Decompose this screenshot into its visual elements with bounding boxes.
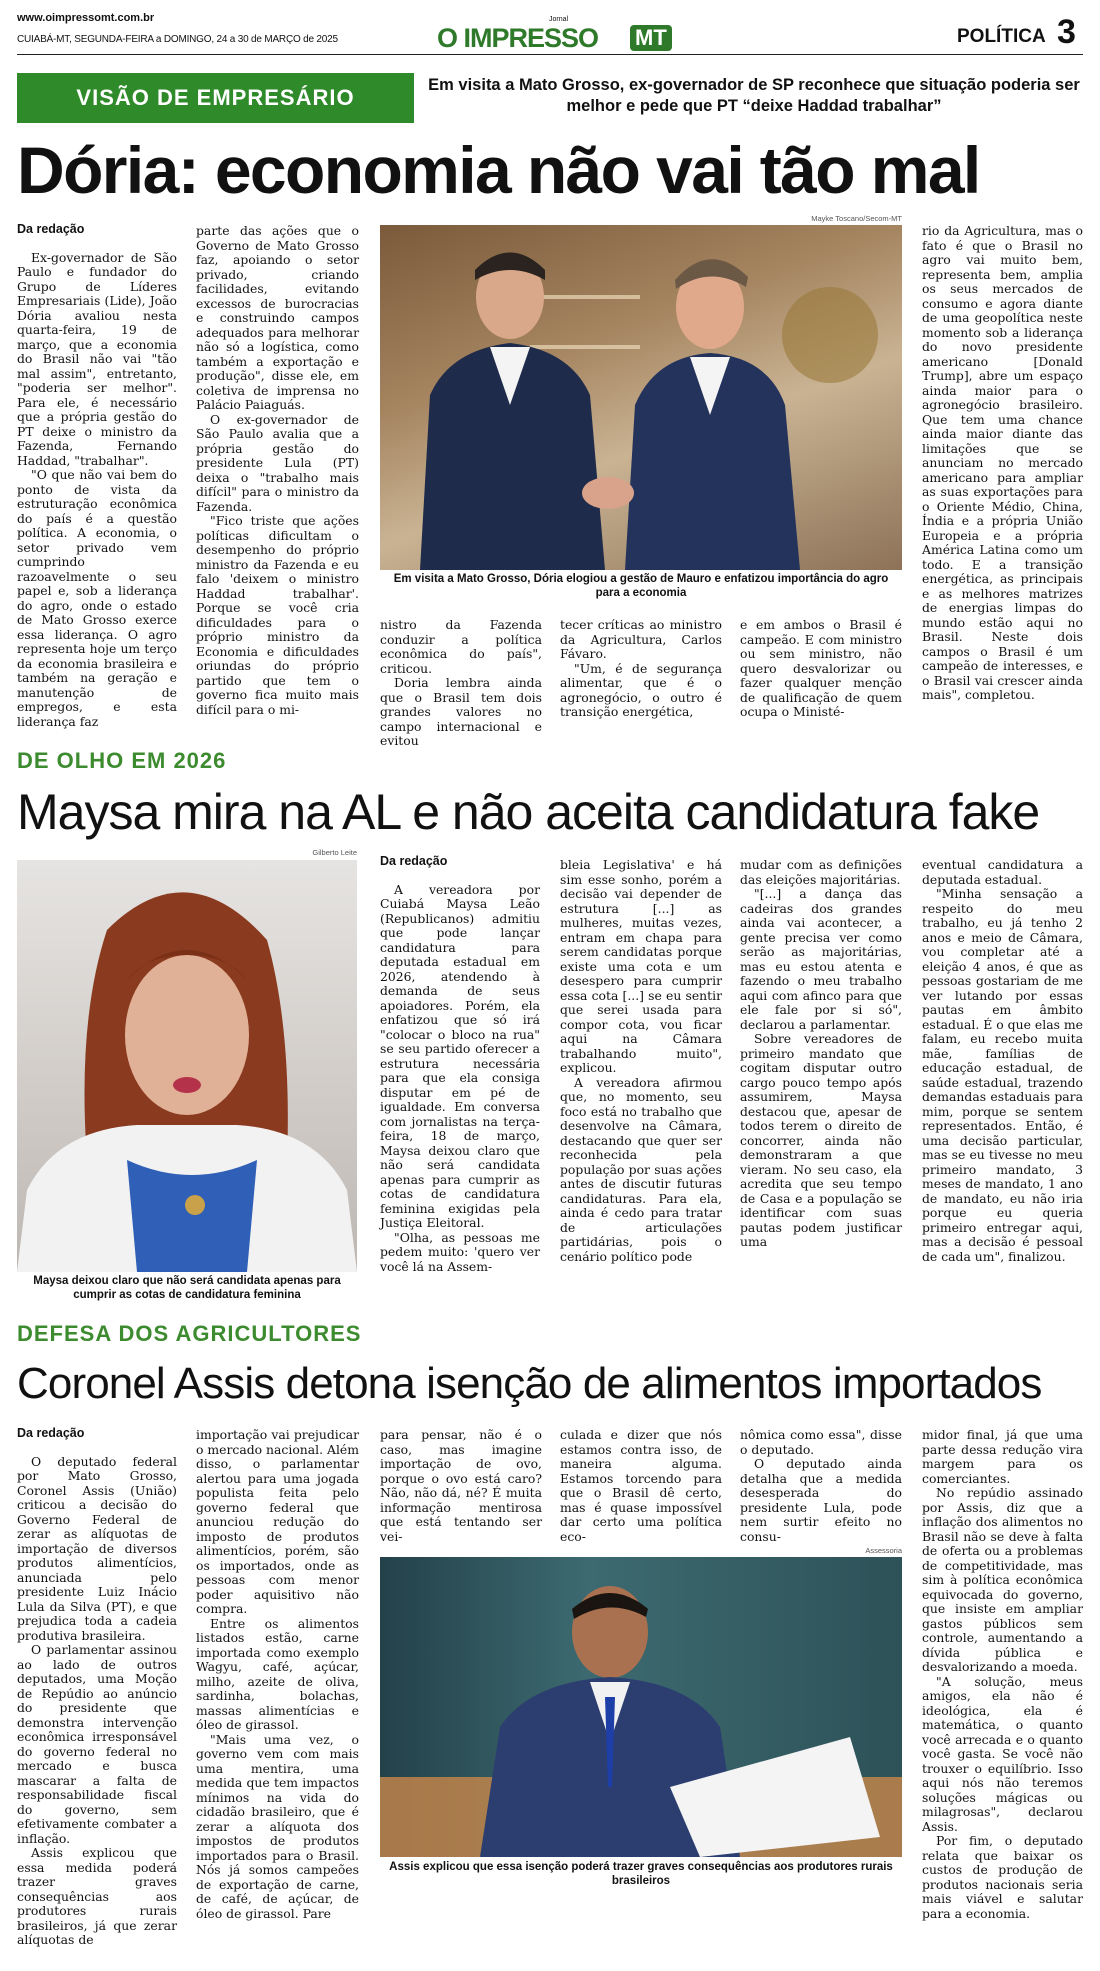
article1-byline: Da redação [17, 222, 85, 236]
article2-photo-caption: Maysa deixou claro que não será candidata apenas para cumprir as cotas de candidatura feminina [33, 1275, 341, 1301]
masthead-divider [17, 54, 1083, 55]
paragraph: parte das ações que o Governo de Mato Grosso faz, apoiando o setor privado, criando facilidades, evitando excessos de burocracias e construindo campos adequados para melhorar não só a logística, como também a exportação e produção", disse ele, em coletiva de imprensa no Palácio Paiaguás. [196, 223, 359, 412]
article1-subtitle: Em visita a Mato Grosso, ex-governador de SP reconhece que situação poderia ser melhor e pede que PT “deixe Haddad trabalhar” [428, 76, 1080, 115]
logo-badge: MT [630, 25, 672, 51]
paragraph: tecer críticas ao ministro da Agricultura, Carlos Fávaro. [560, 617, 722, 661]
session-photo-illustration [380, 1557, 902, 1857]
article1-col1 [17, 222, 177, 727]
article1-col4 [560, 618, 722, 730]
paragraph: rio da Agricultura, mas o fato é que o Brasil no agro vai muito bem, representa bem, amplia os seus mercados de consumo e agora diante de uma geopolítica neste momento sob a liderança do novo presidente americano [Donald Trump], abre um espaço ainda maior para o agronegócio brasileiro. Que tem uma chance ainda maior diante das limitações que se anunciam no mercado americano para ampliar as suas exportações para o Oriente Médio, China, Índia e a própria União Europeia e a própria América Latina como um todo. E a transição energética, as principais e as melhores matrizes de energias limpas do mundo estão aqui no Brasil. Neste dois campos o Brasil é um campeão de interesses, e o Brasil vai crescer ainda mais", completou. [922, 223, 1083, 702]
article2-col4 [922, 858, 1083, 1304]
article3-col4 [560, 1427, 722, 1544]
paragraph: para pensar, não é o caso, mas imagine importação de ovo, porque o ovo está caro? Não, não dá, né? É muita informação mentirosa que está tentando ser vei- [380, 1427, 542, 1544]
paragraph: O parlamentar assinou ao lado de outros deputados, uma Moção de Repúdio ao anúncio do presidente que demonstra intervenção econômica irresponsável do governo federal no mercado e busca mascarar a falta de responsabilidade fiscal do governo, sem efetivamente combater a inflação. [17, 1642, 177, 1846]
paragraph: "Mais uma vez, o governo vem com mais uma mentira, uma medida que tem impactos mínimos na vida do cidadão brasileiro, que é zerar a alíquota dos impostos de produtos importados para o Brasil. Nós já somos campeões de exportação de carne, de café, de açúcar, de óleo de girassol. Pare [196, 1731, 359, 1921]
article3-photo-caption: Assis explicou que essa isenção poderá trazer graves consequências aos produtores rurais brasileiros [389, 1861, 893, 1887]
paragraph: O deputado federal por Mato Grosso, Coronel Assis (União) criticou a decisão do Governo Federal de zerar as alíquotas de importação de diversos produtos alimentícios, anunciada pelo presidente Luiz Inácio Lula da Silva (PT), e que prejudica toda a cadeia produtiva brasileira. [17, 1453, 177, 1643]
section-name: POLÍTICA [957, 26, 1046, 47]
article1-photo-credit: Mayke Toscano/Secom-MT [811, 214, 902, 223]
article2-kicker: DE OLHO EM 2026 [17, 748, 227, 773]
paragraph: eventual candidatura a deputada estadual. [922, 857, 1083, 887]
paragraph: Ex-governador de São Paulo e fundador do Grupo de Líderes Empresariais (Lide), João Dória avaliou nesta quarta-feira, 19 de março, que a economia do Brasil não vai "tão mal assim", entretanto, "poderia ser melhor". Para ele, é necessário que a própria gestão do PT deixe o ministro da Fazenda, Fernando Haddad, "trabalhar". [17, 249, 177, 468]
paragraph: Por fim, o deputado relata que baixar os custos de produção de produtos nacionais seria mais viável e salutar para a economia. [922, 1833, 1083, 1921]
article1-col3 [380, 617, 542, 748]
paragraph: A vereadora por Cuiabá Maysa Leão (Republicanos) admitiu que pode lançar candidatura para deputada estadual em 2026, atendendo à demanda de seus apoiadores. Porém, ela enfatizou que só irá "colocar o bloco na rua" se seu partido oferecer a estrutura necessária para que ela consiga disputar em pé de igualdade. Em conversa com jornalistas na terça-feira, 18 de março, Maysa deixou claro que não será candidata apenas para cumprir as cotas de candidatura feminina exigidas pela Justiça Eleitoral. [380, 881, 540, 1230]
article2-col3 [740, 858, 902, 1304]
paragraph: A vereadora afirmou que, no momento, seu foco está no trabalho que desenvolve na Câmara, destacando que quer ser reconhecida pela população por suas ações antes de discutir futuras candidaturas. Para ela, ainda é cedo para tratar de articulações partidárias, pois o cenário político pode [560, 1074, 722, 1264]
article2-photo-credit: Gilberto Leite [312, 848, 357, 857]
paragraph: "Minha sensação a respeito do meu trabalho, eu já tenho 2 anos e meio de Câmara, vou completar até a eleição 4 anos, é que as pessoas gostariam de me ver lutando por essas pautas em âmbito estadual. É o que elas me falam, eu recebo muita mãe, famílias de educação estadual, de saúde estadual, trazendo demandas estaduais para mim, porque se sentem representados. Então, é uma decisão particular, mas se eu tivesse no meu primeiro mandato, 3 meses de mandato, 1 ano de mandato, eu não iria porque eu queria primeiro entregar aqui, mas a decisão é pessoal de cada um", finalizou. [922, 886, 1083, 1264]
article1-col6 [922, 224, 1083, 730]
article3-kicker: DEFESA DOS AGRICULTORES [17, 1321, 362, 1346]
article2-byline: Da redação [380, 854, 448, 868]
paragraph: "[...] a dança das cadeiras dos grandes ainda vai acontecer, a gente precisa ver como serão as majoritárias, mas eu estou atenta e fazendo o meu trabalho aqui com afinco para que ele fale por si só", declarou a parlamentar. [740, 886, 902, 1032]
paragraph: Doria lembra ainda que o Brasil tem dois grandes valores no campo internacional e evitou [380, 675, 542, 748]
paragraph: importação vai prejudicar o mercado nacional. Além disso, o parlamentar alertou para uma jogada populista feita pelo governo federal que anunciou redução do imposto de produtos alimentícios, porém, são os importados, onde as pessoas com menor poder aquisitivo não compra. [196, 1427, 359, 1616]
paragraph: O ex-governador de São Paulo avalia que a própria gestão do presidente Lula (PT) deixa o "trabalho mais difícil" para o ministro da Fazenda. [196, 411, 359, 514]
paragraph: "O que não vai bem do ponto de vista da estruturação econômica do país é a questão política. A economia, o setor privado vem cumprindo razoavelmente o seu papel e, sob a liderança do agro, onde o estado de Mato Grosso exerce essa liderança. O agro representa hoje um terço da economia brasileira e também na geração e manutenção de empregos, e esta liderança faz [17, 467, 177, 729]
article3-headline: Coronel Assis detona isenção de alimentos importados [17, 1359, 1042, 1408]
article3-col5 [740, 1427, 902, 1544]
article1-banner [17, 73, 414, 123]
article3-photo [380, 1557, 902, 1857]
paragraph: mudar com as definições das eleições majoritárias. [740, 857, 902, 887]
paragraph: "Fico triste que ações políticas dificultam o desempenho do próprio ministro da Fazenda e eu falo 'deixem o ministro Haddad trabalhar'. Porque se você cria dificuldades para o próprio ministro da Economia e dificuldades oriundas do próprio partido que tem o governo fica muito mais difícil para o mi- [196, 513, 359, 717]
paragraph: nistro da Fazenda conduzir a política econômica do país", criticou. [380, 617, 542, 676]
article3-byline: Da redação [17, 1426, 85, 1440]
paragraph: "Olha, as pessoas me pedem muito: 'quero ver você lá na Assem- [380, 1229, 540, 1274]
site-url[interactable]: www.oimpressomt.com.br [17, 12, 155, 24]
portrait-photo-illustration [17, 860, 357, 1272]
paragraph: midor final, já que uma parte dessa redução vira margem para os comerciantes. [922, 1427, 1083, 1486]
article1-photo [380, 225, 902, 570]
paragraph: culada e dizer que nós estamos contra isso, de maneira alguma. Estamos torcendo para que o Brasil dê certo, mas é quase impossível dar certo uma política eco- [560, 1427, 722, 1544]
masthead [17, 10, 1083, 52]
article3-col2 [196, 1428, 359, 1961]
article2-photo [17, 860, 357, 1272]
dateline: CUIABÁ-MT, SEGUNDA-FEIRA a DOMINGO, 24 a 30 de MARÇO de 2025 [17, 34, 338, 45]
page-number: 3 [1057, 13, 1076, 51]
article2-col1 [380, 854, 540, 1304]
paragraph: "Um, é de segurança alimentar, que é o agronegócio, o outro é transição energética, [560, 660, 722, 719]
paragraph: Entre os alimentos listados estão, carne importada como exemplo Wagyu, café, açúcar, milho, azeite de oliva, sardinha, bolachas, massas alimentícias e óleo de girassol. [196, 1615, 359, 1732]
paragraph: Sobre vereadores de primeiro mandato que cogitam disputar outro cargo pouco tempo após assumirem, Maysa destacou que, apesar de todos terem o direito de concorrer, ainda não demonstraram a que vieram. No seu caso, ela acredita que seu tempo de Casa e a população se identificar com suas pautas podem justificar uma [740, 1031, 902, 1249]
paragraph: e em ambos o Brasil é campeão. E com ministro ou sem ministro, não quero desvalorizar ou fazer qualquer menção de qualificação de quem ocupa o Ministé- [740, 617, 902, 719]
article2-headline: Maysa mira na AL e não aceita candidatura fake [17, 784, 1040, 840]
article3-photo-credit: Assessoria [865, 1546, 902, 1555]
article1-headline: Dória: economia não vai tão mal [17, 133, 980, 207]
article3-col3 [380, 1427, 542, 1544]
article2-col2 [560, 858, 722, 1304]
article1-banner-text: VISÃO DE EMPRESÁRIO [76, 85, 355, 110]
logo-main-text: O IMPRESSO [437, 23, 599, 53]
logo-small-text: Jornal [549, 16, 569, 23]
article3-col6 [922, 1428, 1083, 1961]
article1-photo-caption: Em visita a Mato Grosso, Dória elogiou a gestão de Mauro e enfatizou importância do agro para a economia [393, 573, 889, 599]
paragraph: bleia Legislativa' e há sim esse sonho, porém a decisão vai depender de estrutura [...] as mulheres, muitas vezes, entram em chapa para serem candidatas porque existe uma cota e um desespero para cumprir essa cota [...] se eu sentir que serei usada para compor cota, vou ficar aqui na Câmara trabalhando muito", explicou. [560, 857, 722, 1075]
paragraph: nômica como essa", disse o deputado. [740, 1427, 902, 1457]
handshake-photo-illustration [380, 225, 902, 570]
paragraph: "A solução, meus amigos, ela não é ideológica, ela é matemática, o quanto você arrecada e o quanto você gasta. Se você não trouxer o equilíbrio. Isso aqui nós não teremos soluções mágicas ou milagrosas", declarou Assis. [922, 1673, 1083, 1834]
newspaper-logo [437, 12, 707, 52]
paragraph: No repúdio assinado por Assis, diz que a inflação dos alimentos no Brasil não se deve à falta de oferta ou a problemas de competitividade, mas sim à política econômica equivocada do governo, que insiste em ampliar gastos públicos sem controle, aumentando a dívida pública e desvalorizando a moeda. [922, 1485, 1083, 1674]
paragraph: O deputado ainda detalha que a medida desesperada do presidente Lula, pode nem surtir efeito no consu- [740, 1456, 902, 1544]
article3-col1 [17, 1426, 177, 1961]
paragraph: Assis explicou que essa medida poderá trazer graves consequências aos produtores rurais brasileiros, já que zerar alíquotas de [17, 1845, 177, 1947]
article1-col2 [196, 224, 359, 727]
article1-col5 [740, 618, 902, 730]
